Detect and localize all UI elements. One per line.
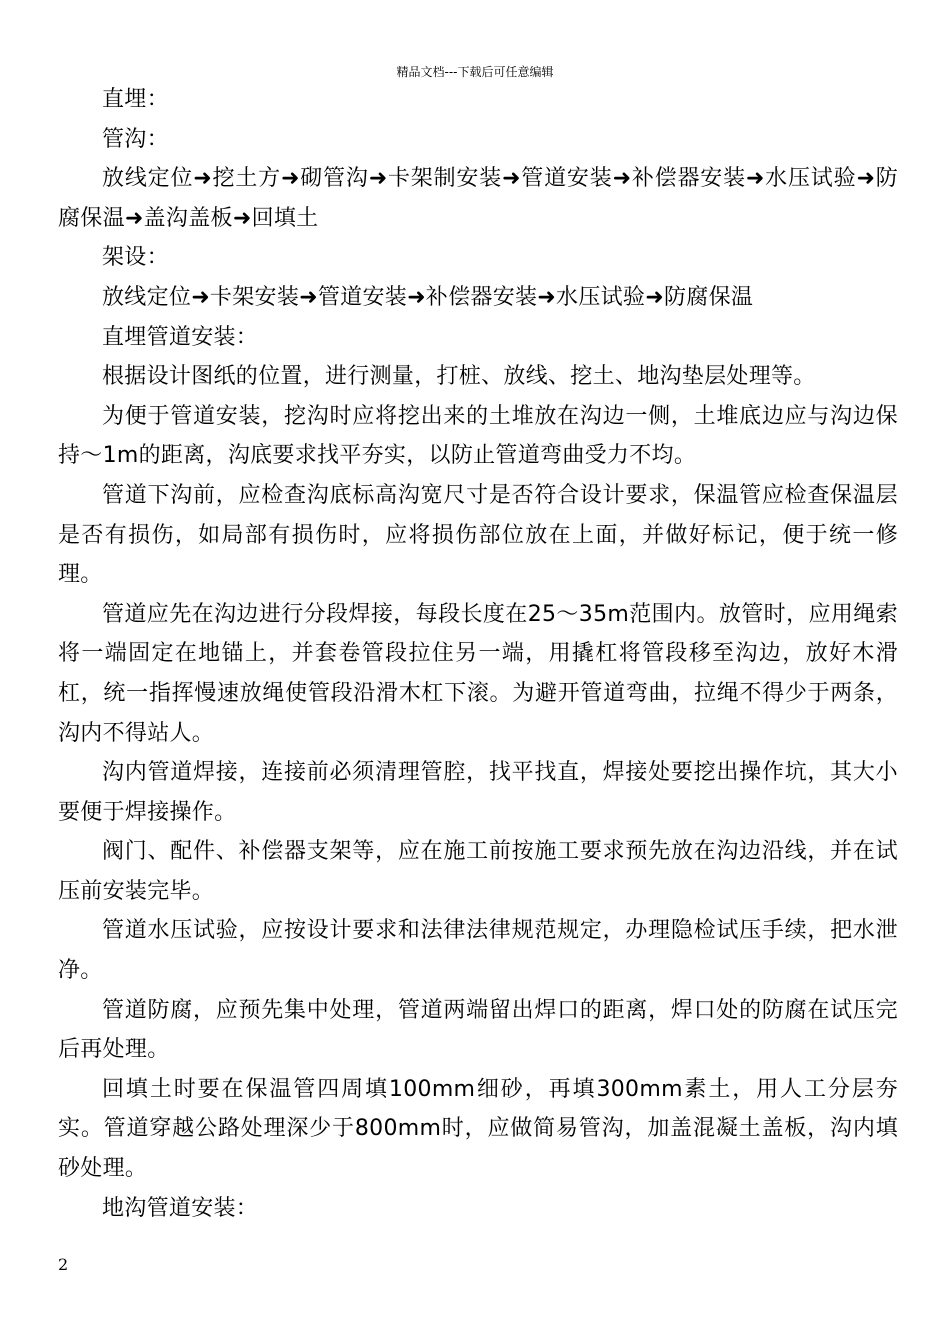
heading-overhead: 架设： [102,245,169,271]
paragraph-survey: 根据设计图纸的位置，进行测量，打桩、放线、挖土、地沟垫层处理等。 [102,364,816,390]
paragraph-trench-welding: 沟内管道焊接，连接前必须清理管腔，找平找直，焊接处要挖出操作坑，其大小要便于焊接操作。 [58,760,898,825]
document-body [58,80,898,1228]
paragraph-backfill: 回填土时要在保温管四周填100mm细砂，再填300mm素土，用人工分层夯实。管道穿越公路处理深少于800mm时，应做简易管沟，加盖混凝土盖板，沟内填砂处理。 [58,1076,898,1182]
page-number: 2 [58,1255,69,1274]
paragraph-anticorrosion: 管道防腐，应预先集中处理，管道两端留出焊口的距离，焊口处的防腐在试压完后再处理。 [58,997,898,1063]
paragraph-pressure-test: 管道水压试验，应按设计要求和法律法律规范规定，办理隐检试压手续，把水泄净。 [58,918,898,984]
process-flow-overhead: 放线定位➜卡架安装➜管道安装➜补偿器安装➜水压试验➜防腐保温 [102,284,754,310]
heading-direct-burial: 直埋： [102,87,169,112]
heading-trench: 管沟： [102,126,169,152]
page-header: 精品文档---下载后可任意编辑 [396,65,554,79]
heading-direct-burial-installation: 直埋管道安装： [102,324,259,350]
paragraph-excavation: 为便于管道安装，挖沟时应将挖出来的土堆放在沟边一侧，土堆底边应与沟边保持～1m的距离，沟底要求找平夯实，以防止管道弯曲受力不均。 [58,403,898,469]
paragraph-valves: 阀门、配件、补偿器支架等，应在施工前按施工要求预先放在沟边沿线，并在试压前安装完毕。 [58,839,898,904]
paragraph-inspection: 管道下沟前，应检查沟底标高沟宽尺寸是否符合设计要求，保温管应检查保温层是否有损伤，如局部有损伤时，应将损伤部位放在上面，并做好标记，便于统一修理。 [58,482,898,588]
process-flow-trench: 放线定位➜挖土方➜砌管沟➜卡架制安装➜管道安装➜补偿器安装➜水压试验➜防腐保温➜盖沟盖板➜回填土 [58,166,898,231]
paragraph-segment-welding: 管道应先在沟边进行分段焊接，每段长度在25～35m范围内。放管时，应用绳索将一端固定在地锚上，并套卷管段拉住另一端，用撬杠将管段移至沟边，放好木滑杠，统一指挥慢速放绳使管段沿滑木杠下滚。为避开管道弯曲，拉绳不得少于两条，沟内不得站人。 [58,601,898,746]
heading-trench-pipe-installation: 地沟管道安装： [102,1195,259,1221]
